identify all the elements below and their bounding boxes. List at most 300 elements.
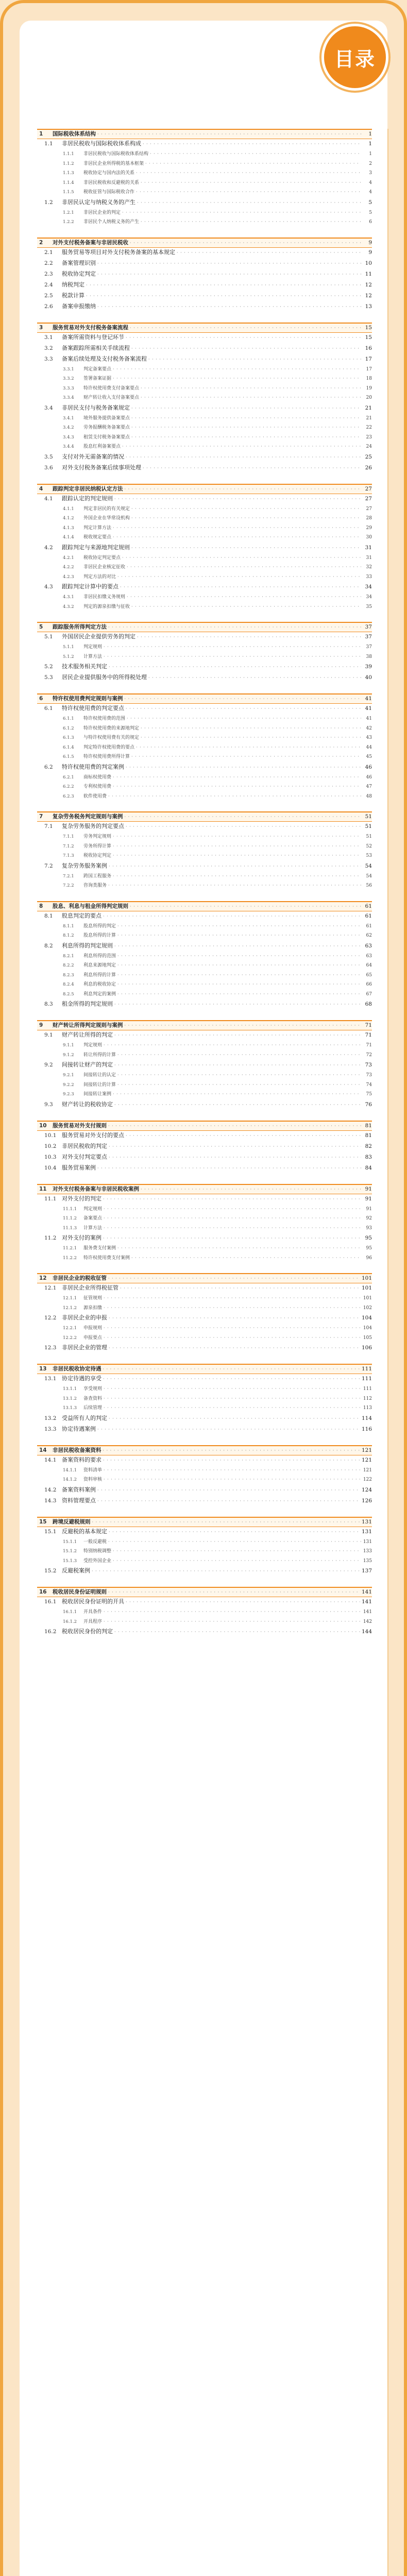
subsection-number: 9.2.3: [63, 1092, 74, 1097]
subsection-entry[interactable]: [37, 150, 372, 160]
leader-dots: [97, 261, 361, 266]
section-entry[interactable]: [37, 762, 372, 773]
leader-dots: [131, 546, 361, 550]
leader-dots: [136, 745, 361, 750]
subsection-number: 8.2.5: [63, 991, 74, 997]
subsection-number: 6.1.2: [63, 725, 74, 731]
subsection-entry[interactable]: [37, 1618, 372, 1628]
section-entry[interactable]: [37, 291, 372, 302]
chapter-number: 3: [39, 324, 43, 331]
leader-dots: [92, 1520, 360, 1524]
subsection-entry[interactable]: [37, 715, 372, 724]
chapter-number: 12: [39, 1275, 47, 1281]
leader-dots: [113, 834, 361, 839]
section-entry[interactable]: [37, 1194, 372, 1205]
leader-dots: [113, 874, 361, 878]
section-entry[interactable]: [37, 280, 372, 291]
section-entry[interactable]: [37, 861, 372, 872]
leader-dots: [114, 1002, 361, 1007]
leader-dots: [141, 1187, 361, 1192]
subsection-entry[interactable]: [37, 593, 372, 603]
subsection-entry[interactable]: [37, 375, 372, 384]
section-entry[interactable]: [37, 822, 372, 833]
chapter-page: 1: [368, 131, 372, 137]
leader-dots: [126, 455, 361, 460]
section-entry[interactable]: [37, 1030, 372, 1041]
section-title: 备案后续处理及支付税务备案流程: [62, 355, 147, 362]
subsection-page: 18: [366, 376, 372, 381]
chapter-heading[interactable]: [37, 323, 372, 333]
section-entry[interactable]: [37, 662, 372, 673]
subsection-number: 3.3.2: [63, 376, 74, 381]
subsection-entry[interactable]: [37, 643, 372, 653]
leader-dots: [143, 142, 361, 146]
subsection-entry[interactable]: [37, 1071, 372, 1081]
subsection-entry[interactable]: [37, 169, 372, 179]
chapter-heading[interactable]: [37, 811, 372, 822]
leader-dots: [104, 1619, 361, 1624]
subsection-entry[interactable]: [37, 931, 372, 941]
subsection-entry[interactable]: [37, 514, 372, 524]
subsection-title: 备案要点: [83, 1216, 103, 1221]
subsection-entry[interactable]: [37, 1254, 372, 1264]
chapter-heading[interactable]: [37, 484, 372, 494]
section-page: 144: [361, 1629, 372, 1635]
chapter-heading[interactable]: [37, 622, 372, 632]
subsection-title: 特许权使用费支付案例: [83, 1255, 130, 1261]
section-number: 10.2: [44, 1143, 57, 1149]
section-number: 2.1: [44, 249, 53, 256]
subsection-number: 15.1.3: [63, 1558, 77, 1564]
leader-dots: [109, 1530, 360, 1534]
section-entry[interactable]: [37, 543, 372, 554]
section-page: 12: [365, 281, 372, 288]
section-entry[interactable]: [37, 1485, 372, 1496]
subsection-entry[interactable]: [37, 753, 372, 762]
leader-dots: [108, 625, 361, 630]
subsection-number: 6.1.5: [63, 754, 74, 759]
section-title: 股息判定的要点: [62, 912, 101, 919]
section-page: 51: [365, 823, 372, 829]
section-entry[interactable]: [37, 259, 372, 269]
section-page: 91: [365, 1195, 372, 1202]
leader-dots: [97, 1166, 361, 1171]
section-entry[interactable]: [37, 1142, 372, 1153]
section-entry[interactable]: [37, 344, 372, 354]
section-entry[interactable]: [37, 333, 372, 344]
section-page: 16: [365, 345, 372, 351]
subsection-entry[interactable]: [37, 1244, 372, 1254]
subsection-page: 20: [366, 395, 372, 400]
section-entry[interactable]: [37, 354, 372, 365]
subsection-number: 13.1.3: [63, 1405, 77, 1411]
subsection-number: 14.1.2: [63, 1477, 77, 1482]
leader-dots: [114, 1103, 361, 1107]
section-title: 间接转让财产的判定: [62, 1061, 113, 1068]
subsection-page: 93: [366, 1225, 372, 1231]
subsection-entry[interactable]: [37, 1324, 372, 1334]
section-number: 10.3: [44, 1154, 57, 1160]
leader-dots: [108, 883, 361, 888]
subsection-entry[interactable]: [37, 1214, 372, 1224]
subsection-page: 102: [363, 1305, 372, 1311]
leader-dots: [141, 735, 361, 740]
section-number: 9.2: [44, 1062, 53, 1068]
section-page: 10: [365, 260, 372, 266]
section-entry[interactable]: [37, 1455, 372, 1466]
leader-dots: [120, 585, 361, 589]
chapter-heading[interactable]: [37, 1445, 372, 1455]
subsection-number: 6.2.1: [63, 774, 74, 780]
section-number: 5.2: [44, 664, 53, 670]
subsection-entry[interactable]: [37, 433, 372, 443]
subsection-entry[interactable]: [37, 1081, 372, 1091]
subsection-entry[interactable]: [37, 952, 372, 962]
chapter-heading[interactable]: [37, 901, 372, 911]
subsection-page: 1: [369, 151, 372, 157]
subsection-entry[interactable]: [37, 1334, 372, 1344]
subsection-number: 6.2.2: [63, 784, 74, 789]
subsection-entry[interactable]: [37, 218, 372, 228]
subsection-entry[interactable]: [37, 505, 372, 515]
leader-dots: [109, 864, 361, 869]
subsection-entry[interactable]: [37, 1547, 372, 1557]
section-number: 4.3: [44, 584, 53, 590]
section-entry[interactable]: [37, 403, 372, 414]
subsection-number: 7.1.1: [63, 834, 74, 839]
subsection-number: 11.1.3: [63, 1225, 77, 1231]
section-entry[interactable]: [37, 941, 372, 952]
subsection-entry[interactable]: [37, 852, 372, 861]
chapter-number: 9: [39, 1022, 43, 1028]
section-entry[interactable]: [37, 1597, 372, 1608]
subsection-entry[interactable]: [37, 554, 372, 564]
subsection-title: 资料清单: [83, 1467, 103, 1473]
subsection-entry[interactable]: [37, 1304, 372, 1314]
leader-dots: [137, 635, 361, 639]
subsection-entry[interactable]: [37, 724, 372, 734]
subsection-entry[interactable]: [37, 743, 372, 753]
subsection-title: 间接转让的计算: [83, 1082, 116, 1088]
subsection-entry[interactable]: [37, 179, 372, 189]
section-entry[interactable]: [37, 1527, 372, 1538]
leader-dots: [97, 1488, 360, 1493]
section-entry[interactable]: [37, 494, 372, 505]
section-entry[interactable]: [37, 452, 372, 463]
subsection-title: 非居民扣缴义务规则: [83, 595, 126, 600]
leader-dots: [131, 754, 361, 759]
leader-dots: [117, 924, 361, 928]
chapter-heading[interactable]: [37, 238, 372, 248]
section-entry[interactable]: [37, 248, 372, 259]
section-page: 54: [365, 862, 372, 869]
section-title: 对外支付的判定: [62, 1195, 101, 1202]
subsection-number: 1.2.1: [63, 210, 74, 215]
subsection-number: 4.3.1: [63, 595, 74, 600]
subsection-title: 签署备案证据: [83, 376, 112, 381]
subsection-entry[interactable]: [37, 1224, 372, 1234]
subsection-entry[interactable]: [37, 443, 372, 452]
section-entry[interactable]: [37, 1313, 372, 1324]
subsection-number: 15.1.1: [63, 1539, 77, 1545]
subsection-entry[interactable]: [37, 188, 372, 198]
section-number: 3.2: [44, 345, 53, 351]
subsection-title: 股息所得的计算: [83, 933, 116, 938]
section-entry[interactable]: [37, 1374, 372, 1385]
leader-dots: [177, 250, 361, 255]
leader-dots: [109, 1144, 361, 1149]
section-number: 10.4: [44, 1164, 57, 1171]
leader-dots: [117, 954, 361, 958]
subsection-entry[interactable]: [37, 414, 372, 424]
chapter-heading[interactable]: [37, 1517, 372, 1527]
chapter-heading[interactable]: [37, 1587, 372, 1597]
subsection-entry[interactable]: [37, 1041, 372, 1051]
subsection-page: 104: [363, 1326, 372, 1331]
chapter-block: [37, 811, 372, 891]
section-entry[interactable]: [37, 999, 372, 1010]
chapter-heading[interactable]: [37, 129, 372, 139]
section-entry[interactable]: [37, 632, 372, 643]
leader-dots: [109, 665, 361, 669]
subsection-page: 122: [363, 1477, 372, 1482]
subsection-entry[interactable]: [37, 533, 372, 543]
subsection-entry[interactable]: [37, 524, 372, 534]
leader-dots: [104, 1477, 361, 1482]
section-number: 7.1: [44, 823, 53, 829]
subsection-entry[interactable]: [37, 833, 372, 842]
leader-dots: [122, 444, 361, 449]
subsection-entry[interactable]: [37, 792, 372, 802]
chapter-block: [37, 1121, 372, 1174]
section-page: 95: [365, 1235, 372, 1241]
subsection-entry[interactable]: [37, 980, 372, 990]
section-number: 3.1: [44, 334, 53, 341]
leader-dots: [117, 1082, 361, 1087]
subsection-entry[interactable]: [37, 1476, 372, 1485]
leader-dots: [103, 1367, 360, 1371]
subsection-entry[interactable]: [37, 1557, 372, 1567]
subsection-entry[interactable]: [37, 653, 372, 663]
section-entry[interactable]: [37, 704, 372, 715]
section-title: 税款计算: [62, 292, 84, 299]
chapter-heading[interactable]: [37, 1364, 372, 1374]
section-number: 16.2: [44, 1629, 57, 1635]
subsection-page: 44: [366, 744, 372, 750]
subsection-entry[interactable]: [37, 1294, 372, 1304]
subsection-page: 2: [369, 161, 372, 166]
leader-dots: [141, 395, 361, 400]
subsection-title: 利息所得的范围: [83, 953, 116, 959]
section-entry[interactable]: [37, 1343, 372, 1354]
section-number: 5.1: [44, 634, 53, 640]
subsection-entry[interactable]: [37, 1466, 372, 1476]
section-page: 12: [365, 292, 372, 299]
chapter-page: 71: [365, 1022, 372, 1028]
subsection-number: 11.1.2: [63, 1216, 77, 1221]
section-number: 8.3: [44, 1001, 53, 1007]
subsection-title: 资料审核: [83, 1477, 103, 1482]
chapter-page: 27: [365, 485, 372, 492]
section-entry[interactable]: [37, 1060, 372, 1071]
subsection-entry[interactable]: [37, 1385, 372, 1395]
subsection-entry[interactable]: [37, 1395, 372, 1404]
subsection-number: 9.1.1: [63, 1043, 74, 1048]
section-entry[interactable]: [37, 1627, 372, 1638]
section-page: 41: [365, 705, 372, 711]
chapter-heading[interactable]: [37, 1121, 372, 1131]
subsection-title: 税收规定要点: [83, 535, 112, 540]
subsection-entry[interactable]: [37, 573, 372, 583]
subsection-entry[interactable]: [37, 1090, 372, 1100]
subsection-entry[interactable]: [37, 872, 372, 882]
section-title: 财产转让的税收协定: [62, 1100, 113, 1108]
leader-dots: [103, 1377, 360, 1381]
section-entry[interactable]: [37, 463, 372, 474]
chapter-number: 6: [39, 696, 43, 702]
subsection-entry[interactable]: [37, 990, 372, 1000]
leader-dots: [113, 367, 361, 371]
section-number: 9.1: [44, 1032, 53, 1038]
leader-dots: [104, 1405, 361, 1410]
chapter-page: 51: [365, 814, 372, 820]
leader-dots: [103, 1448, 360, 1453]
subsection-entry[interactable]: [37, 773, 372, 783]
section-entry[interactable]: [37, 1425, 372, 1435]
section-title: 协定待遇案例: [62, 1425, 96, 1432]
section-entry[interactable]: [37, 582, 372, 593]
subsection-number: 8.2.2: [63, 963, 74, 968]
section-entry[interactable]: [37, 1496, 372, 1507]
subsection-page: 96: [366, 1255, 372, 1261]
subsection-title: 申报要点: [83, 1335, 103, 1341]
section-entry[interactable]: [37, 269, 372, 280]
chapter-number: 7: [39, 814, 43, 820]
section-entry[interactable]: [37, 911, 372, 922]
section-entry[interactable]: [37, 673, 372, 684]
subsection-number: 4.2.3: [63, 574, 74, 580]
chapter-number: 8: [39, 903, 43, 909]
subsection-entry[interactable]: [37, 1608, 372, 1618]
section-page: 5: [368, 199, 372, 206]
section-entry[interactable]: [37, 302, 372, 313]
section-title: 非居民企业所得税征管: [62, 1284, 118, 1291]
subsection-entry[interactable]: [37, 734, 372, 743]
chapter-block: [37, 129, 372, 228]
subsection-title: 劳务所得计算: [83, 843, 112, 849]
section-entry[interactable]: [37, 1233, 372, 1244]
section-entry[interactable]: [37, 139, 372, 150]
subsection-page: 142: [363, 1619, 372, 1624]
chapter-heading[interactable]: [37, 1273, 372, 1283]
section-entry[interactable]: [37, 198, 372, 209]
subsection-entry[interactable]: [37, 209, 372, 218]
leader-dots: [125, 1023, 362, 1028]
subsection-entry[interactable]: [37, 882, 372, 891]
subsection-entry[interactable]: [37, 365, 372, 375]
subsection-number: 3.4.4: [63, 444, 74, 449]
section-title: 反避税案例: [62, 1567, 90, 1574]
section-title: 支付对外无需备案的情况: [62, 453, 124, 460]
subsection-page: 73: [366, 1073, 372, 1078]
subsection-page: 54: [366, 873, 372, 879]
leader-dots: [148, 357, 361, 362]
leader-dots: [130, 326, 361, 330]
subsection-entry[interactable]: [37, 842, 372, 852]
subsection-page: 111: [363, 1386, 372, 1392]
subsection-entry[interactable]: [37, 394, 372, 403]
subsection-entry[interactable]: [37, 922, 372, 932]
subsection-entry[interactable]: [37, 783, 372, 792]
subsection-number: 11.2.1: [63, 1246, 77, 1251]
section-number: 13.3: [44, 1426, 57, 1432]
subsection-entry[interactable]: [37, 384, 372, 394]
section-entry[interactable]: [37, 1414, 372, 1425]
leader-dots: [114, 1033, 361, 1038]
subsection-entry[interactable]: [37, 423, 372, 433]
subsection-entry[interactable]: [37, 1404, 372, 1414]
section-entry[interactable]: [37, 1283, 372, 1294]
section-title: 资料管理要点: [62, 1497, 96, 1504]
leader-dots: [126, 765, 361, 770]
leader-dots: [104, 1386, 361, 1391]
subsection-page: 19: [366, 385, 372, 391]
chapter-heading[interactable]: [37, 693, 372, 704]
subsection-entry[interactable]: [37, 603, 372, 613]
section-page: 39: [365, 664, 372, 670]
section-page: 116: [361, 1426, 372, 1432]
subsection-entry[interactable]: [37, 1205, 372, 1215]
subsection-page: 113: [363, 1405, 372, 1411]
subsection-number: 11.2.2: [63, 1255, 77, 1261]
section-entry[interactable]: [37, 1131, 372, 1142]
subsection-entry[interactable]: [37, 1051, 372, 1061]
chapter-title: 跨境反避税规则: [53, 1518, 91, 1525]
chapter-heading[interactable]: [37, 1184, 372, 1194]
subsection-entry[interactable]: [37, 563, 372, 573]
section-number: 2.5: [44, 292, 53, 299]
subsection-page: 62: [366, 933, 372, 938]
subsection-entry[interactable]: [37, 160, 372, 170]
section-entry[interactable]: [37, 1100, 372, 1111]
subsection-entry[interactable]: [37, 971, 372, 981]
chapter-block: [37, 484, 372, 613]
leader-dots: [141, 726, 361, 731]
subsection-number: 13.1.1: [63, 1386, 77, 1392]
subsection-title: 特别纳税调整: [83, 1549, 112, 1554]
leader-dots: [97, 132, 361, 137]
chapter-block: [37, 622, 372, 684]
subsection-number: 16.1.2: [63, 1619, 77, 1624]
subsection-title: 判定备案要点: [83, 366, 112, 372]
chapter-page: 9: [368, 239, 372, 246]
leader-dots: [97, 1499, 360, 1503]
section-page: 46: [365, 764, 372, 770]
section-title: 受益所有人的判定: [62, 1414, 107, 1421]
subsection-title: 备查资料: [83, 1396, 103, 1401]
subsection-entry[interactable]: [37, 961, 372, 971]
subsection-title: 非居民税收和反避税的关系: [83, 180, 140, 185]
section-entry[interactable]: [37, 1566, 372, 1577]
section-page: 106: [361, 1345, 372, 1351]
section-entry[interactable]: [37, 1163, 372, 1174]
subsection-entry[interactable]: [37, 1538, 372, 1548]
chapter-heading[interactable]: [37, 1020, 372, 1030]
subsection-number: 3.3.4: [63, 395, 74, 400]
section-title: 特许权使用费的判定案例: [62, 763, 124, 770]
section-entry[interactable]: [37, 1153, 372, 1163]
subsection-title: 间接转让的认定: [83, 1073, 116, 1078]
